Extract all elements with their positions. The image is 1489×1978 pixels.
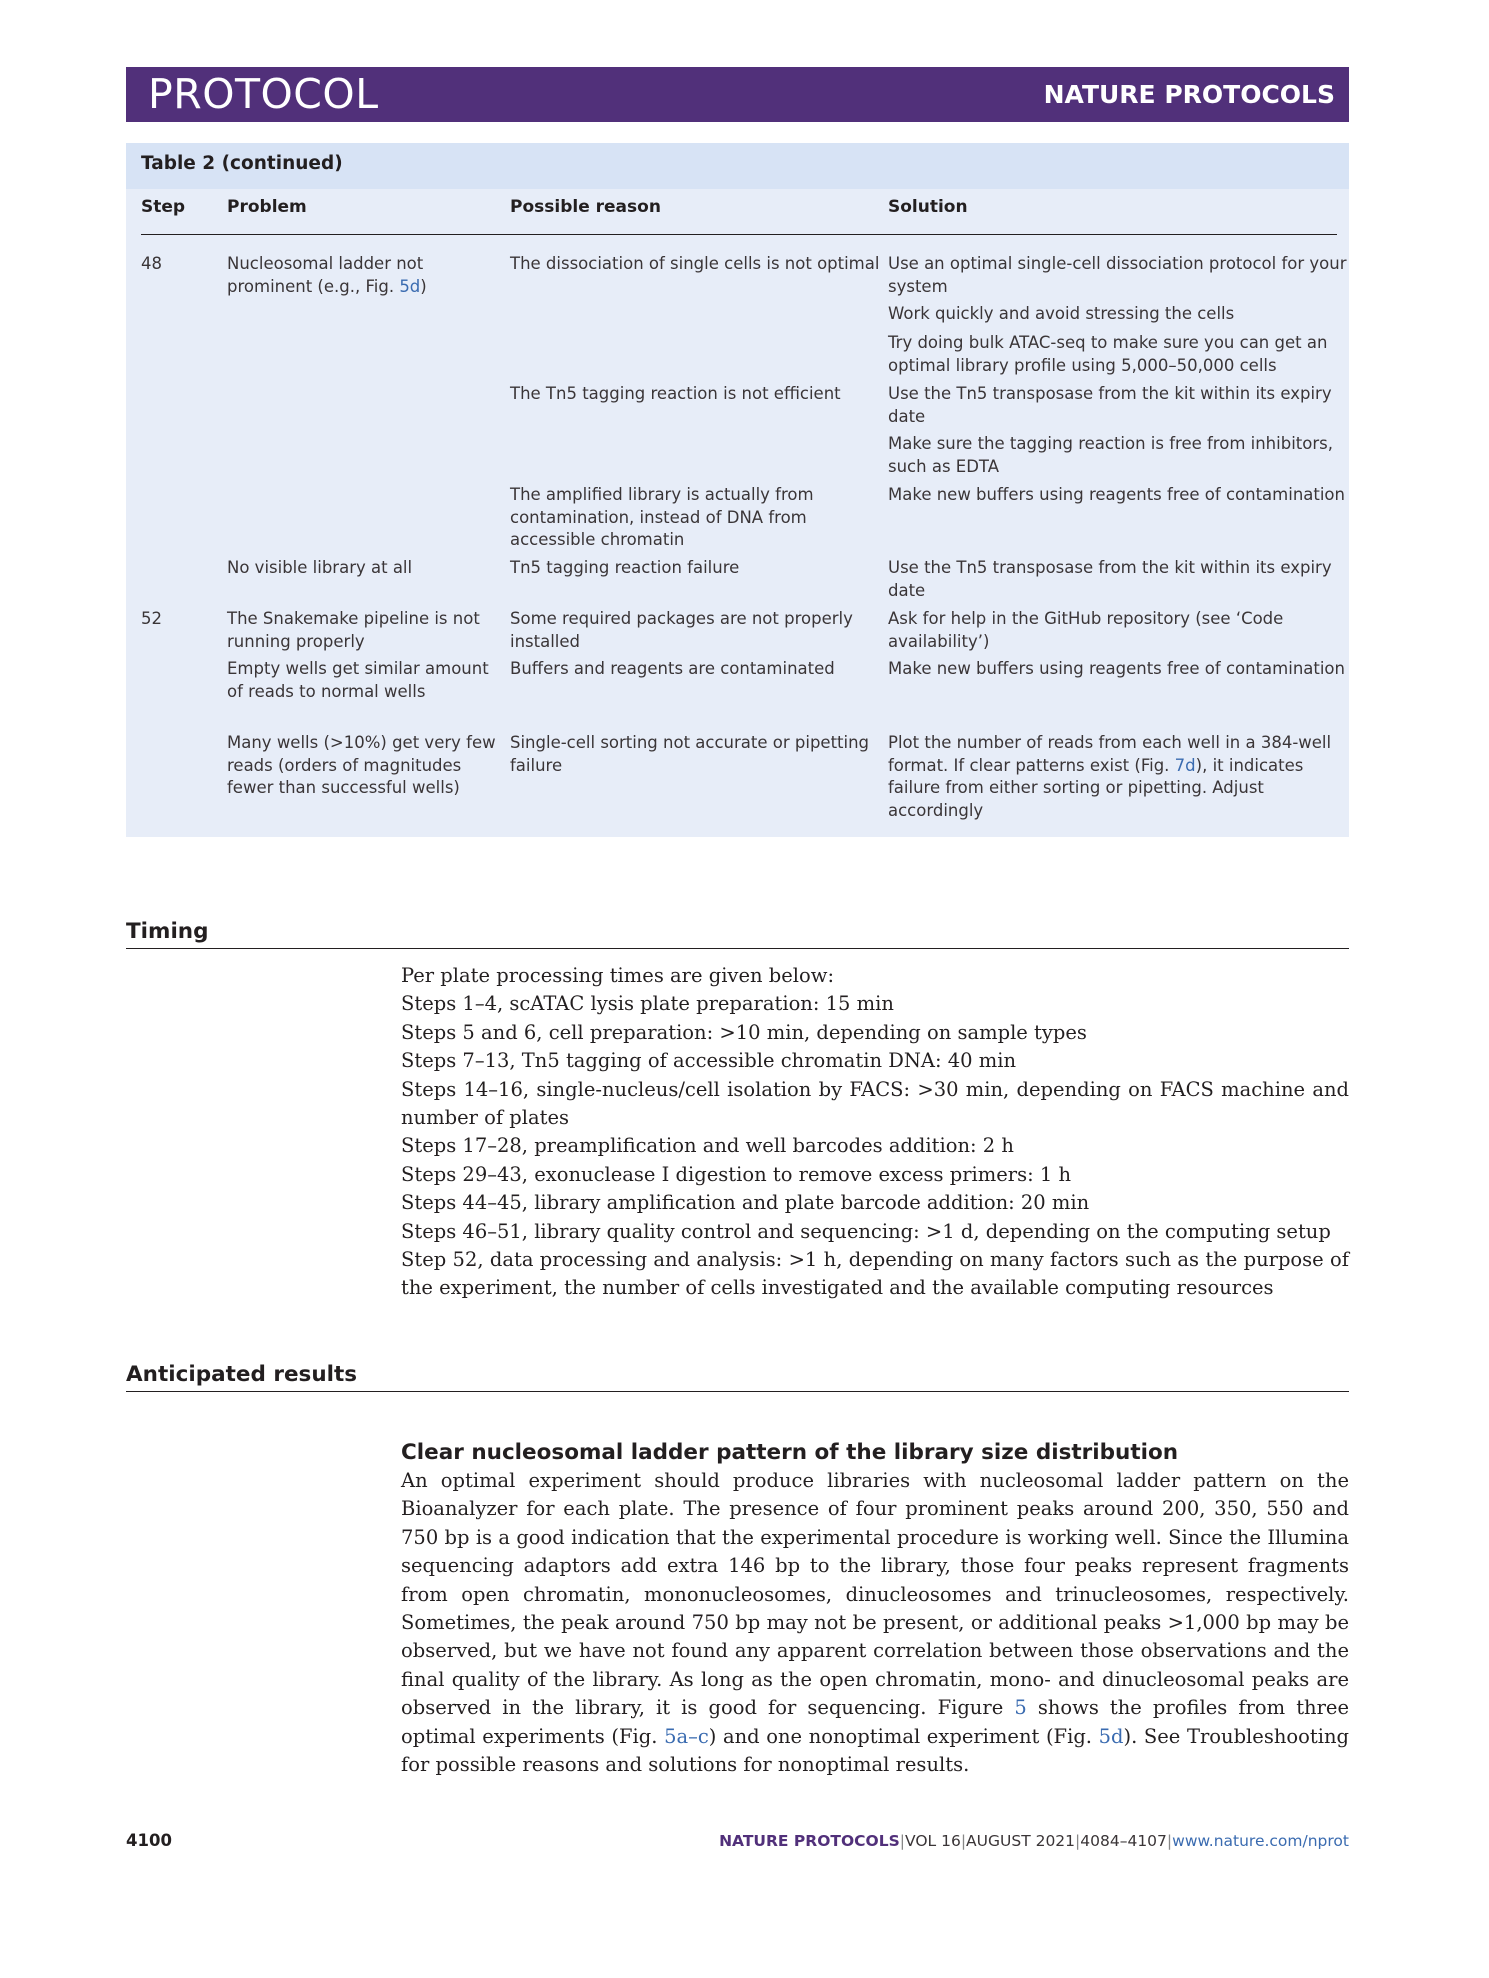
table-cell-problem: The Snakemake pipeline is not running properly xyxy=(227,609,480,651)
solution-text: Plot the number of reads from each well in a 384-well format. If clear patterns exist (Fig. xyxy=(888,733,1332,775)
table-cell-problem: Empty wells get similar amount of reads to normal wells xyxy=(227,659,489,701)
table-cell-reason: Buffers and reagents are contaminated xyxy=(510,659,835,678)
table-cell-problem: No visible library at all xyxy=(227,558,413,577)
table-cell-solution: Work quickly and avoid stressing the cells xyxy=(888,304,1235,323)
footer-separator: | xyxy=(1075,1832,1081,1850)
footer-separator: | xyxy=(1166,1832,1173,1850)
footer-date: AUGUST 2021 xyxy=(966,1832,1076,1850)
footer-separator: | xyxy=(960,1832,967,1850)
header-rule xyxy=(141,234,1337,235)
figure-link[interactable]: 5d xyxy=(399,276,421,296)
section-rule xyxy=(126,948,1349,949)
table-cell-solution: Make new buffers using reagents free of contamination xyxy=(888,485,1345,504)
figure-link[interactable]: 7d xyxy=(1174,755,1196,775)
table-cell-problem: Many wells (>10%) get very few reads (orders of magnitudes fewer than successful wells) xyxy=(227,733,496,797)
timing-heading: Timing xyxy=(126,919,209,944)
anticipated-results-paragraph xyxy=(401,1467,1349,1779)
timing-line: Per plate processing times are given below: xyxy=(401,964,835,987)
subsection-heading: Clear nucleosomal ladder pattern of the library size distribution xyxy=(401,1440,1179,1465)
table-cell-solution: Make new buffers using reagents free of contamination xyxy=(888,659,1345,678)
figure-link[interactable]: 5 xyxy=(1014,1696,1027,1720)
table-cell-reason: The dissociation of single cells is not optimal xyxy=(510,254,880,273)
footer-url-link[interactable]: www.nature.com/nprot xyxy=(1172,1832,1349,1850)
figure-link[interactable]: 5a–c xyxy=(664,1724,709,1748)
section-rule xyxy=(126,1391,1349,1392)
anticipated-results-heading: Anticipated results xyxy=(126,1362,358,1387)
problem-text: Nucleosomal ladder not prominent (e.g., Fig. xyxy=(227,254,424,296)
footer-journal: NATURE PROTOCOLS xyxy=(719,1832,900,1850)
table-cell-solution: Use an optimal single-cell dissociation protocol for your system xyxy=(888,254,1347,296)
table-cell-reason: The amplified library is actually from contamination, instead of DNA from accessible chromatin xyxy=(510,485,814,549)
timing-line: Steps 17–28, preamplification and well barcodes addition: 2 h xyxy=(401,1134,1014,1158)
table-cell-solution: Make sure the tagging reaction is free from inhibitors, such as EDTA xyxy=(888,434,1333,476)
journal-header-bar xyxy=(126,67,1349,122)
solution-text-end: ), it indicates failure from either sorting or pipetting. Adjust accordingly xyxy=(888,755,1304,820)
table-cell-reason: Some required packages are not properly installed xyxy=(510,609,853,651)
column-header-reason: Possible reason xyxy=(510,197,661,217)
timing-line: Steps 1–4, scATAC lysis plate preparation: 15 min xyxy=(401,992,894,1016)
column-header-solution: Solution xyxy=(888,197,968,217)
table-cell-step: 48 xyxy=(141,254,162,273)
footer-separator: | xyxy=(899,1832,905,1850)
table-cell-reason: Single-cell sorting not accurate or pipetting failure xyxy=(510,733,870,775)
figure-link[interactable]: 5d xyxy=(1098,1724,1124,1748)
timing-list xyxy=(401,962,1349,1303)
table-cell-solution xyxy=(888,732,1348,822)
timing-line: Steps 14–16, single-nucleus/cell isolation by FACS: >30 min, depending on FACS machine and number of plates xyxy=(401,1077,1349,1130)
table-cell-reason: Tn5 tagging reaction failure xyxy=(510,558,740,577)
footer-citation xyxy=(719,1830,1349,1852)
table-cell-solution: Use the Tn5 transposase from the kit within its expiry date xyxy=(888,558,1332,600)
footer-volume: VOL 16 xyxy=(904,1832,961,1850)
timing-line: Steps 5 and 6, cell preparation: >10 min, depending on sample types xyxy=(401,1020,1087,1044)
table-cell-step: 52 xyxy=(141,609,162,628)
timing-line: Steps 7–13, Tn5 tagging of accessible chromatin DNA: 40 min xyxy=(401,1049,1017,1073)
paragraph-text: shows the profiles from three optimal experiments (Fig. xyxy=(401,1696,1349,1748)
table-cell-problem xyxy=(227,253,497,298)
timing-line: Steps 29–43, exonuclease I digestion to remove excess primers: 1 h xyxy=(401,1162,1072,1186)
table-cell-solution: Use the Tn5 transposase from the kit within its expiry date xyxy=(888,384,1332,426)
journal-name: NATURE PROTOCOLS xyxy=(1043,80,1335,109)
table-cell-reason: The Tn5 tagging reaction is not efficient xyxy=(510,384,841,403)
column-header-problem: Problem xyxy=(227,197,307,217)
table-cell-solution: Ask for help in the GitHub repository (see ‘Code availability’) xyxy=(888,609,1284,651)
timing-line: Steps 44–45, library amplification and plate barcode addition: 20 min xyxy=(401,1191,1090,1215)
timing-line: Steps 46–51, library quality control and sequencing: >1 d, depending on the computing setup xyxy=(401,1219,1331,1243)
timing-line: Step 52, data processing and analysis: >1 h, depending on many factors such as the purpose of the experiment, the number of cells investigated and the available computing resources xyxy=(401,1248,1349,1300)
paragraph-text: ) and one nonoptimal experiment (Fig. xyxy=(708,1724,1099,1748)
paragraph-text: An optimal experiment should produce libraries with nucleosomal ladder pattern on the Bioanalyzer for each plate. The presence of four prominent peaks around 200, 350, 550 and 750 bp is a good indication that the experimental procedure is working well. Since the Illumina sequencing adaptors add extra 146 bp to the library, those four peaks represent fragments from open chromatin, mononucleosomes, dinucleosomes and trinucleosomes, respectively. Sometimes, the peak around 750 bp may not be present, or additional peaks >1,000 bp may be observed, but we have not found any apparent correlation between those observations and the final quality of the library. As long as the open chromatin, mono- and dinucleosomal peaks are observed in the library, it is good for sequencing. Figure xyxy=(401,1469,1349,1720)
section-type-label: PROTOCOL xyxy=(148,70,379,118)
table-cell-solution: Try doing bulk ATAC-seq to make sure you can get an optimal library profile using 5,000–50,000 cells xyxy=(888,333,1328,375)
paragraph-text: ). See Troubleshooting for possible reasons and solutions for nonoptimal results. xyxy=(401,1724,1349,1777)
column-header-step: Step xyxy=(141,197,186,217)
problem-text-end: ) xyxy=(420,276,427,296)
table-caption: Table 2 (continued) xyxy=(141,153,343,174)
page-number: 4100 xyxy=(126,1831,172,1850)
footer-pages: 4084–4107 xyxy=(1080,1832,1167,1850)
